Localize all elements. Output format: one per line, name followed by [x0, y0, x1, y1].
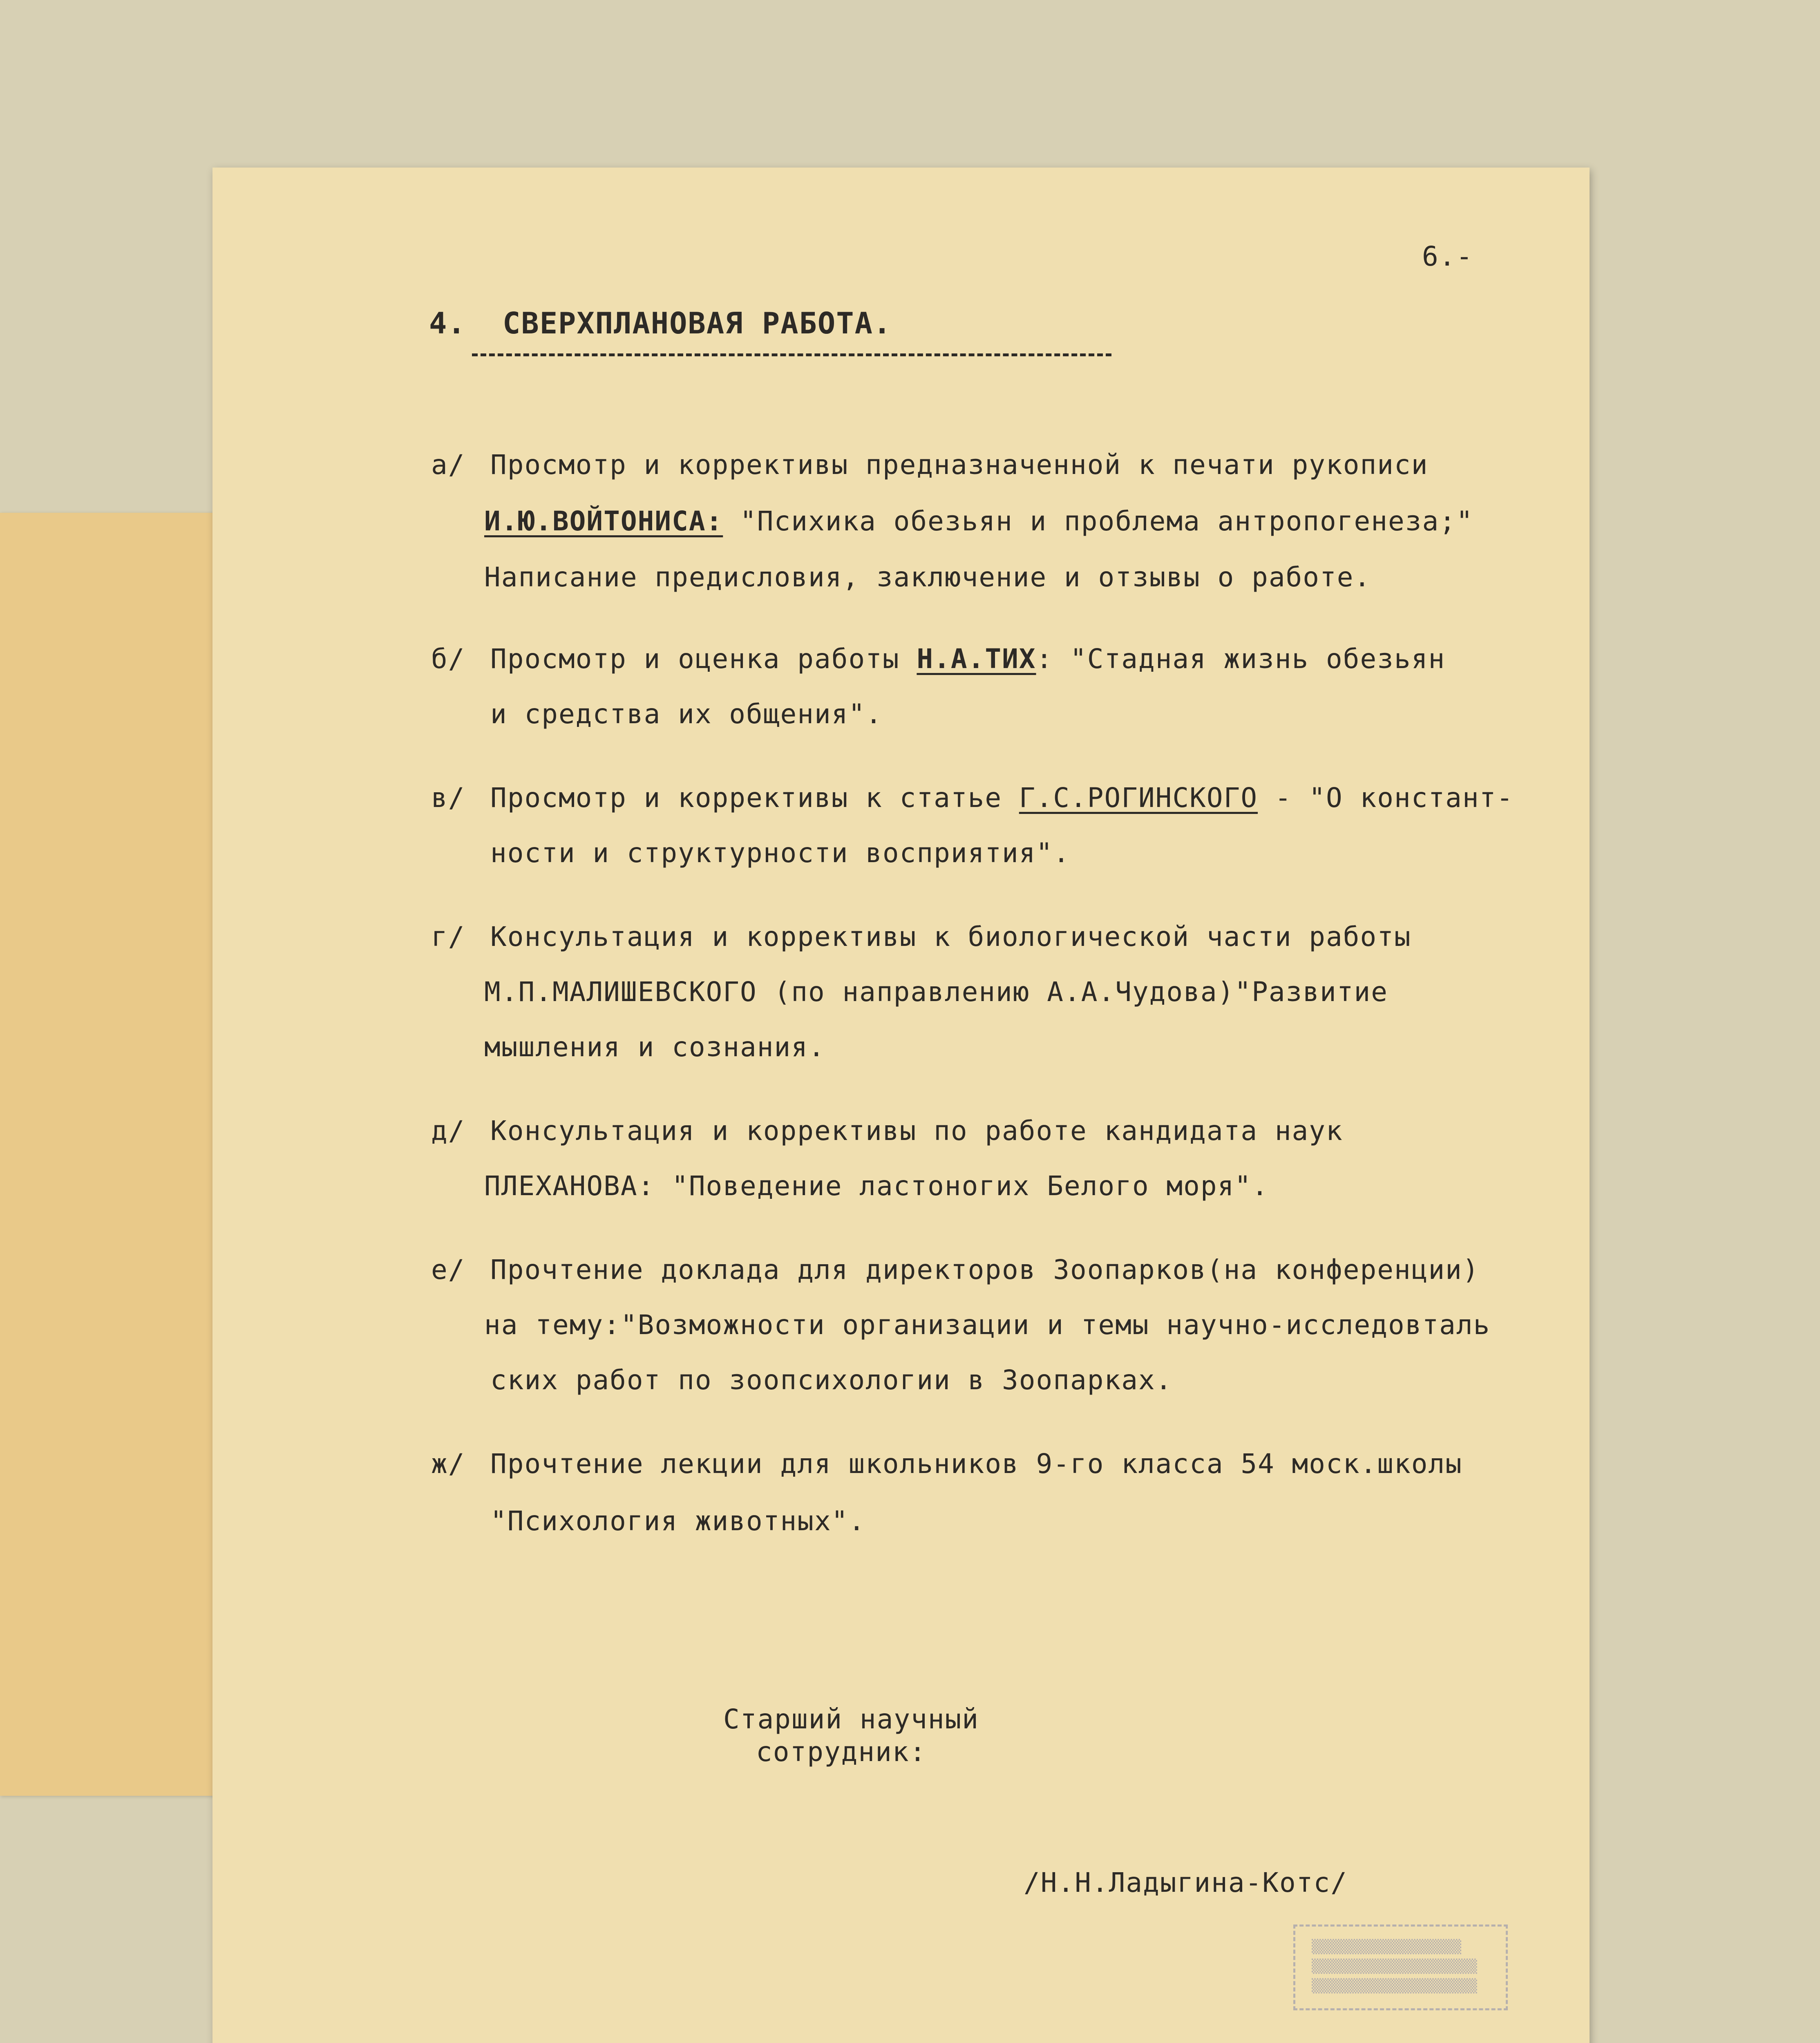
item-line: Консультация и коррективы по работе кандидата наук: [490, 1115, 1343, 1147]
item-line: Написание предисловия, заключение и отзывы о работе.: [484, 561, 1371, 593]
item-marker: в/: [431, 782, 465, 814]
item-line: ности и структурности восприятия".: [490, 837, 1071, 869]
archive-stamp: ▒▒▒▒▒▒▒▒▒▒▒▒▒▒▒▒▒▒▒ ▒▒▒▒▒▒▒▒▒▒▒▒▒▒▒▒▒▒▒▒▒ ▒▒▒▒▒▒▒▒▒▒▒▒▒▒▒▒▒▒▒▒▒: [1293, 1925, 1508, 2010]
signature-title: сотрудник:: [756, 1736, 927, 1768]
item-line: на тему:"Возможности организации и темы научно-исследовталь: [484, 1309, 1491, 1341]
item-marker: е/: [431, 1254, 465, 1285]
section-title-underline: [472, 353, 1111, 356]
item-line: "Психология животных".: [490, 1505, 866, 1537]
item-line: Консультация и коррективы к биологической части работы: [490, 921, 1411, 952]
author-name: Н.А.ТИХ: [917, 643, 1036, 675]
item-marker: а/: [431, 449, 465, 481]
item-marker: б/: [431, 643, 465, 675]
item-line: Прочтение лекции для школьников 9-го класса 54 моск.школы: [490, 1448, 1462, 1480]
item-line: Просмотр и оценка работы Н.А.ТИХ: "Стадная жизнь обезьян: [490, 643, 1446, 675]
item-marker: д/: [431, 1115, 465, 1147]
item-line: Прочтение доклада для директоров Зоопарков(на конференции): [490, 1254, 1480, 1285]
item-line: И.Ю.ВОЙТОНИСА: "Психика обезьян и проблема антропогенеза;": [484, 505, 1473, 537]
item-line: Просмотр и коррективы к статье Г.С.РОГИНСКОГО - "О констант-: [490, 782, 1514, 814]
author-name: И.Ю.ВОЙТОНИСА:: [484, 505, 723, 537]
item-line: мышления и сознания.: [484, 1031, 825, 1063]
item-line: ских работ по зоопсихологии в Зоопарках.: [490, 1364, 1173, 1396]
signature-name: /Н.Н.Ладыгина-Котс/: [1024, 1867, 1348, 1898]
document-page: [212, 168, 1590, 2043]
background-sheet: [0, 513, 237, 1796]
item-line: ПЛЕХАНОВА: "Поведение ластоногих Белого моря".: [484, 1170, 1269, 1202]
section-title: СВЕРХПЛАНОВАЯ РАБОТА.: [503, 306, 892, 340]
item-marker: г/: [431, 921, 465, 952]
item-line: М.П.МАЛИШЕВСКОГО (по направлению А.А.Чудова)"Развитие: [484, 976, 1388, 1008]
item-line: и средства их общения".: [490, 698, 883, 730]
item-line: Просмотр и коррективы предназначенной к печати рукописи: [490, 449, 1429, 481]
page-number: 6.-: [1422, 241, 1473, 272]
author-name: Г.С.РОГИНСКОГО: [1019, 782, 1258, 814]
item-marker: ж/: [431, 1448, 465, 1480]
signature-title: Старший научный: [723, 1703, 979, 1735]
section-number: 4.: [429, 306, 466, 340]
